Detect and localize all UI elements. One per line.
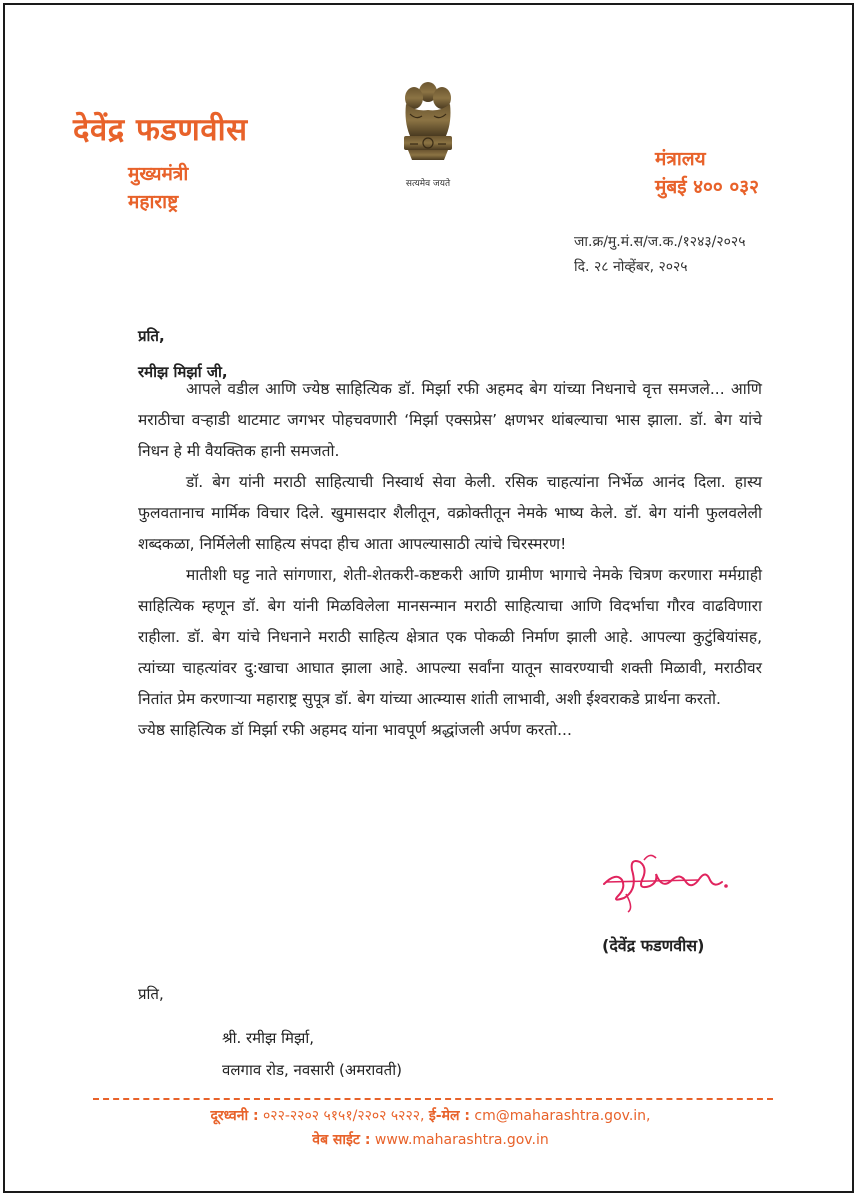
reference-block bbox=[574, 230, 745, 280]
footer-contact bbox=[0, 1104, 861, 1152]
designation-line-2: महाराष्ट्र bbox=[128, 191, 179, 213]
national-motto: सत्यमेव जयते bbox=[405, 179, 451, 189]
recipient-address bbox=[222, 1022, 402, 1086]
reference-number: जा.क्र/मु.मं.स/ज.क./१२४३/२०२५ bbox=[574, 234, 746, 250]
state-emblem bbox=[378, 78, 478, 198]
paragraph-1: आपले वडील आणि ज्येष्ठ साहित्यिक डॉ. मिर्झा रफी अहमद बेग यांच्या निधनाचे वृत्त समजले... आणि मराठीचा वऱ्हाडी थाटमाट जगभर पोहचवणारी ‘मिर्झा एक्सप्रेस’ क्षणभर थांबल्याचा भास झाला. डॉ. बेग यांचे निधन हे मी वैयक्तिक हानी समजतो. bbox=[138, 380, 762, 460]
sender-designation bbox=[128, 160, 188, 216]
email-link[interactable]: cm@maharashtra.gov.in, bbox=[474, 1108, 651, 1124]
paragraph-3: मातीशी घट्ट नाते सांगणारा, शेती-शेतकरी-कष्टकरी आणि ग्रामीण भागाचे नेमके चित्रण करणारा मर्मग्राही साहित्यिक म्हणून डॉ. बेग यांनी मिळविलेला मानसन्मान मराठी साहित्याचा आणि विदर्भाचा गौरव वाढविणारा राहीला. डॉ. बेग यांचे निधनाने मराठी साहित्य क्षेत्रात एक पोकळी निर्माण झाली आहे. आपल्या कुटुंबियांसह, त्यांच्या चाहत्यांवर दु:खाचा आघात झाला आहे. आपल्या सर्वांना यातून सावरण्याची शक्ती मिळावी, मराठीवर नितांत प्रेम करणाऱ्या महाराष्ट्र सुपूत्र डॉ. बेग यांच्या आत्म्यास शांती लाभावी, अशी ईश्वराकडे प्रार्थना करतो. bbox=[138, 566, 762, 708]
sender-name: देवेंद्र फडणवीस bbox=[73, 112, 248, 148]
salutation-to: प्रति, bbox=[138, 327, 165, 345]
letter-date: दि. २८ नोव्हेंबर, २०२५ bbox=[574, 259, 688, 275]
recipient-name: श्री. रमीझ मिर्झा, bbox=[222, 1029, 314, 1047]
address-line-2: मुंबई ४०० ०३२ bbox=[655, 176, 760, 198]
phone-label: दूरध्वनी : bbox=[210, 1108, 259, 1124]
lion-capital-icon bbox=[396, 78, 460, 174]
footer-divider bbox=[93, 1098, 773, 1100]
email-label: ई-मेल : bbox=[428, 1108, 470, 1124]
website-label: वेब साईट : bbox=[312, 1132, 371, 1148]
paragraph-2: डॉ. बेग यांनी मराठी साहित्याची निस्वार्थ सेवा केली. रसिक चाहत्यांना निर्भेळ आनंद दिला. हास्य फुलवतानाच मार्मिक विचार दिले. खुमासदार शैलीतून, वक्रोक्तीतून नेमके भाष्य केले. डॉ. बेग यांनी फुलवलेली शब्दकळा, निर्मिलेली साहित्य संपदा हीच आता आपल्यासाठी त्यांचे चिरस्मरण! bbox=[138, 473, 762, 553]
office-address bbox=[655, 145, 759, 201]
phone-number: ०२२-२२०२ ५१५१/२२०२ ५२२२, bbox=[263, 1108, 425, 1124]
closing-line: ज्येष्ठ साहित्यिक डॉ मिर्झा रफी अहमद यांना भावपूर्ण श्रद्धांजली अर्पण करतो... bbox=[138, 721, 572, 739]
signer-name: (देवेंद्र फडणवीस) bbox=[602, 936, 705, 955]
website-link[interactable]: www.maharashtra.gov.in bbox=[374, 1132, 549, 1148]
recipient-location: वलगाव रोड, नवसारी (अमरावती) bbox=[222, 1061, 402, 1079]
letter-body bbox=[138, 374, 762, 746]
designation-line-1: मुख्यमंत्री bbox=[128, 163, 189, 185]
address-line-1: मंत्रालय bbox=[655, 148, 706, 170]
salutation-greeting: रमीझ मिर्झा जी, bbox=[138, 363, 228, 381]
handwritten-signature bbox=[598, 850, 738, 920]
recipient-to: प्रति, bbox=[138, 985, 164, 1003]
